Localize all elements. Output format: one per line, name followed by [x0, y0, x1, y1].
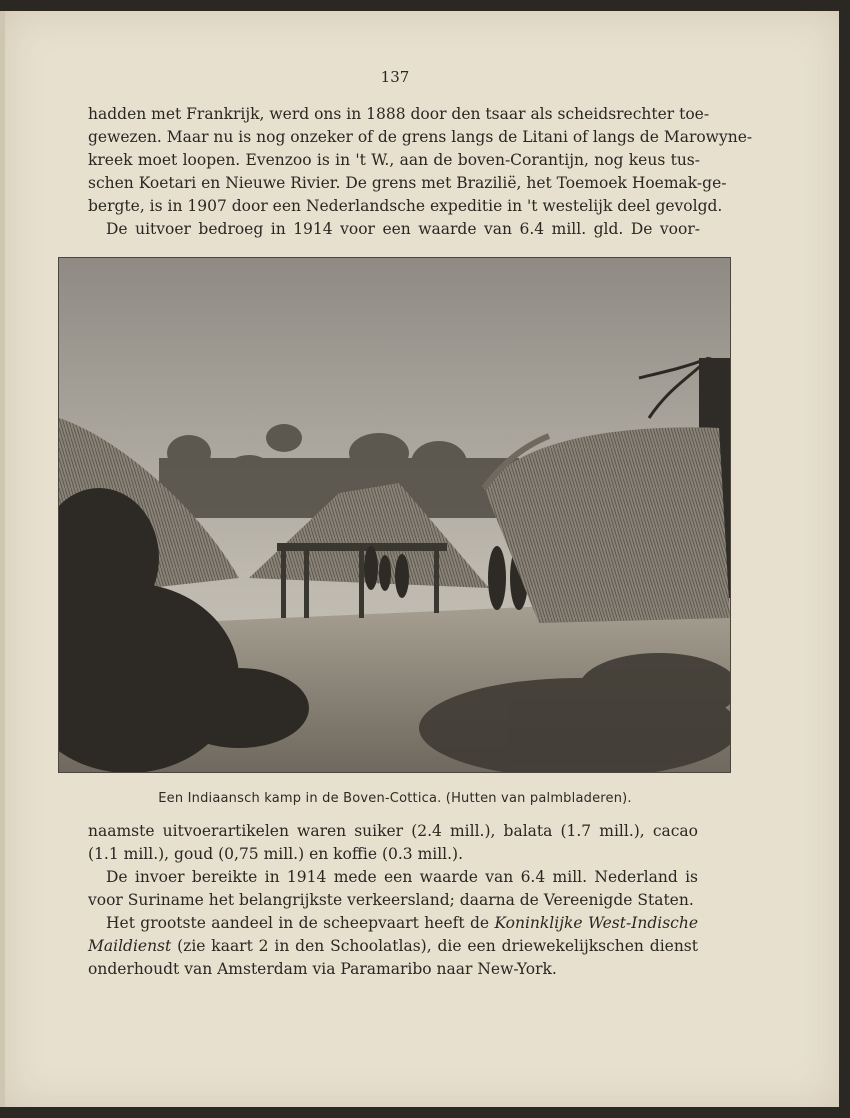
text-line: bergte, is in 1907 door een Nederlandsche expeditie in 't westelijk deel gevolgd.: [88, 197, 723, 215]
emphasized-text: Maildienst: [88, 937, 172, 955]
page-number: 137: [380, 68, 410, 86]
text-line: De uitvoer bedroeg in 1914 voor een waarde van 6.4 mill. gld. De voor-: [106, 220, 700, 238]
figure-caption: Een Indiaansch kamp in de Boven-Cottica. (Hutten van palmbladeren).: [158, 791, 632, 806]
text-line: naamste uitvoerartikelen waren suiker (2.4 mill.), balata (1.7 mill.), cacao: [88, 822, 698, 840]
text-line: hadden met Frankrijk, werd ons in 1888 door den tsaar als scheidsrechter toe-: [88, 105, 710, 123]
top-paragraph: [88, 103, 753, 241]
text-line: [88, 935, 698, 958]
text-line: De invoer bereikte in 1914 mede een waarde van 6.4 mill. Nederland is: [106, 868, 698, 886]
text-fragment: (zie kaart 2 in den Schoolatlas), die een driewekelijkschen dienst: [177, 937, 698, 955]
text-line: schen Koetari en Nieuwe Rivier. De grens met Brazilië, het Toemoek Hoemak-ge-: [88, 174, 727, 192]
text-line: (1.1 mill.), goud (0,75 mill.) en koffie (0.3 mill.).: [88, 845, 464, 863]
emphasized-text: Koninklijke West-Indische: [494, 914, 698, 932]
text-fragment: Het grootste aandeel in de scheepvaart heeft de: [106, 914, 490, 932]
camp-photograph: [58, 257, 731, 773]
bottom-paragraphs: [88, 820, 698, 981]
camp-photo-illustration: [59, 258, 730, 772]
text-line: voor Suriname het belangrijkste verkeersland; daarna de Vereenigde Staten.: [88, 891, 694, 909]
text-line: [88, 912, 698, 935]
text-line: kreek moet loopen. Evenzoo is in 't W., aan de boven-Corantijn, nog keus tus-: [88, 151, 700, 169]
text-line: gewezen. Maar nu is nog onzeker of de grens langs de Litani of langs de Marowyne-: [88, 128, 753, 146]
text-line: onderhoudt van Amsterdam via Paramaribo naar New-York.: [88, 960, 557, 978]
